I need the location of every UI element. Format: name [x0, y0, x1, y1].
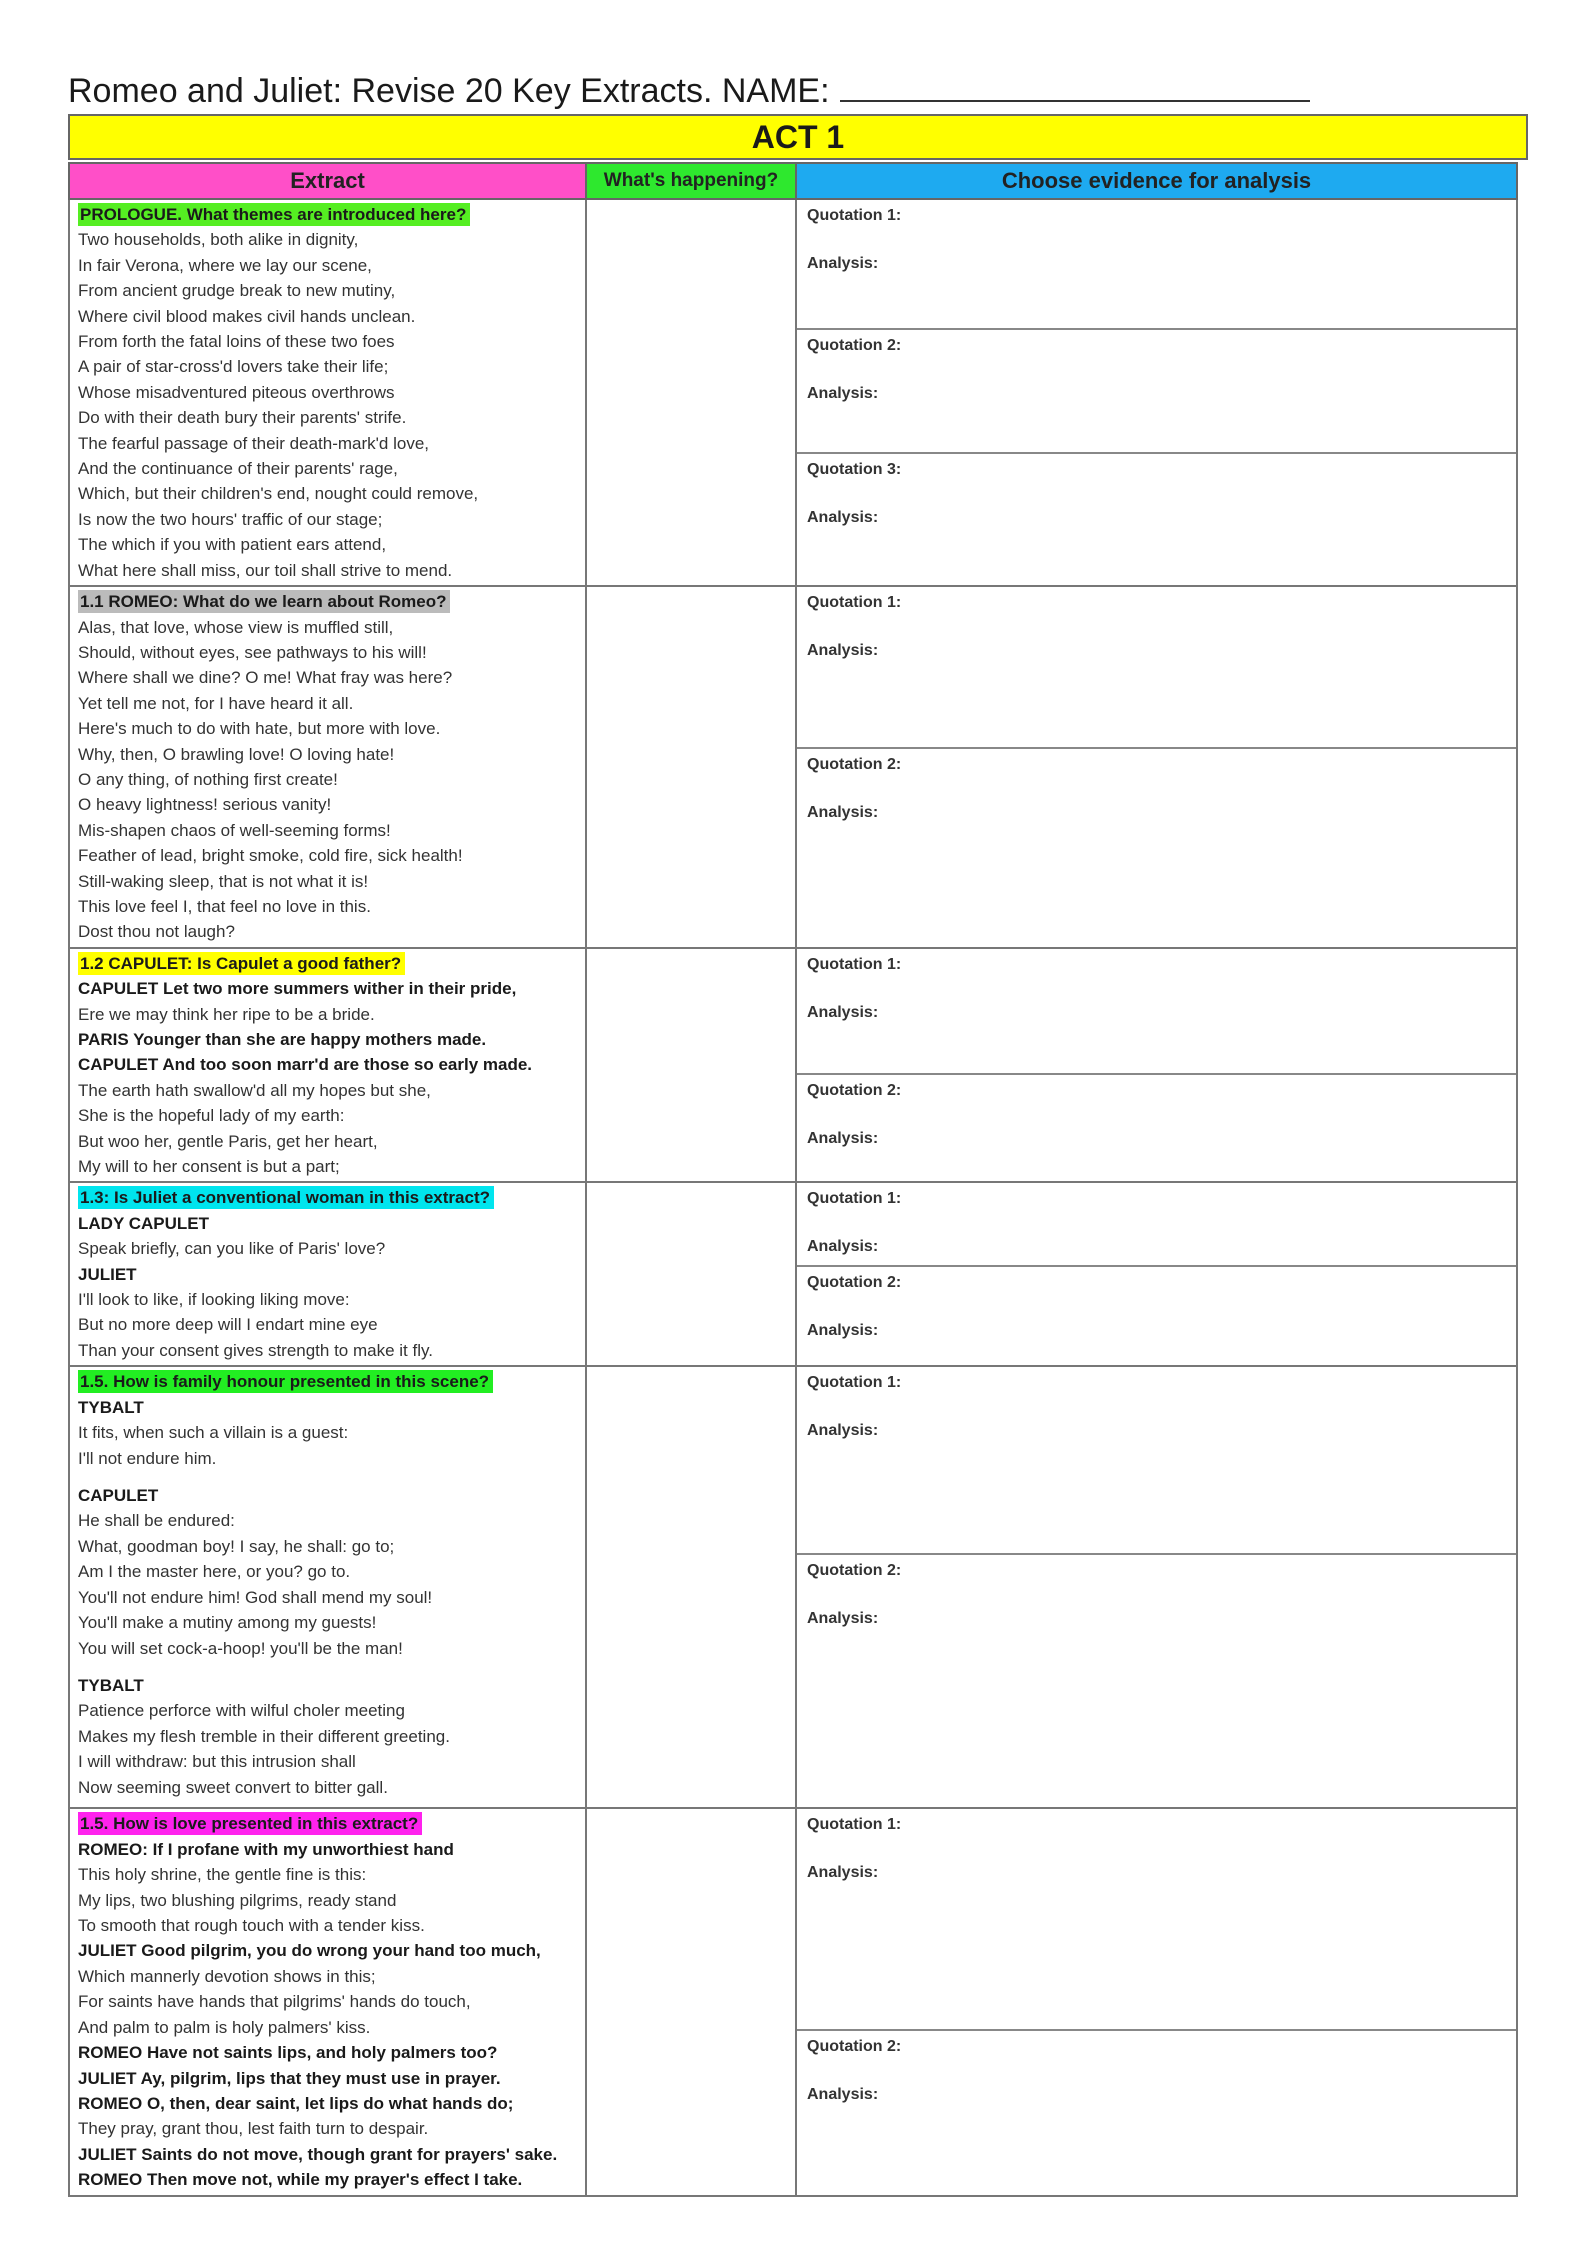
header-row — [69, 163, 1517, 199]
extract-row — [69, 1366, 1517, 1808]
extract-line: Two households, both alike in dignity, — [78, 230, 359, 250]
quotation-box[interactable] — [797, 330, 1516, 454]
extract-row — [69, 1808, 1517, 2195]
extract-line: Which, but their children's end, nought could remove, — [78, 484, 479, 504]
extract-line: The which if you with patient ears attend, — [78, 535, 387, 555]
quotation-label: Quotation 2: — [807, 1562, 902, 1580]
extract-cell — [69, 948, 586, 1183]
extract-line: Makes my flesh tremble in their different greeting. — [78, 1726, 450, 1746]
extract-line: From ancient grudge break to new mutiny, — [78, 281, 396, 301]
extract-line: But woo her, gentle Paris, get her heart, — [78, 1131, 378, 1151]
extract-row — [69, 948, 1517, 1183]
quotation-box[interactable] — [797, 1555, 1516, 1807]
analysis-label: Analysis: — [807, 1238, 879, 1256]
extract-line: This love feel I, that feel no love in this. — [78, 896, 371, 916]
extract-line: Still-waking sleep, that is not what it is! — [78, 871, 369, 891]
extract-line: LADY CAPULET — [78, 1213, 209, 1233]
extract-line: She is the hopeful lady of my earth: — [78, 1106, 345, 1126]
extract-heading: PROLOGUE. What themes are introduced here? — [78, 203, 470, 226]
extract-line: TYBALT — [78, 1397, 144, 1417]
extract-line: CAPULET — [78, 1486, 159, 1506]
happening-cell[interactable] — [586, 1366, 796, 1808]
happening-cell[interactable] — [586, 1182, 796, 1366]
extract-line: Is now the two hours' traffic of our stage; — [78, 509, 383, 529]
extract-line: JULIET Ay, pilgrim, lips that they must use in prayer. — [78, 2068, 501, 2088]
extract-line: Which mannerly devotion shows in this; — [78, 1966, 376, 1986]
extract-line: Do with their death bury their parents' strife. — [78, 408, 407, 428]
name-input-line[interactable] — [840, 66, 1310, 102]
extract-line: And the continuance of their parents' rage, — [78, 459, 398, 479]
extract-row — [69, 199, 1517, 586]
extract-line: Speak briefly, can you like of Paris' love? — [78, 1239, 386, 1259]
extract-column-header: Extract — [69, 163, 586, 199]
quotation-label: Quotation 2: — [807, 1274, 902, 1292]
extract-line: Ere we may think her ripe to be a bride. — [78, 1004, 375, 1024]
extract-cell — [69, 1366, 586, 1808]
extract-line: A pair of star-cross'd lovers take their life; — [78, 357, 389, 377]
extract-line: Mis-shapen chaos of well-seeming forms! — [78, 820, 391, 840]
quotation-box[interactable] — [797, 1367, 1516, 1555]
analysis-label: Analysis: — [807, 1864, 879, 1882]
analysis-label: Analysis: — [807, 642, 879, 660]
extract-line: JULIET — [78, 1264, 137, 1284]
happening-cell[interactable] — [586, 586, 796, 948]
evidence-cell — [796, 199, 1517, 586]
analysis-label: Analysis: — [807, 1322, 879, 1340]
extract-line: ROMEO O, then, dear saint, let lips do what hands do; — [78, 2093, 514, 2113]
quotation-box[interactable] — [797, 1183, 1516, 1267]
extract-line: This holy shrine, the gentle fine is this: — [78, 1865, 367, 1885]
quotation-label: Quotation 2: — [807, 337, 902, 354]
evidence-cell — [796, 1182, 1517, 1366]
happening-column-header: What's happening? — [586, 163, 796, 199]
quotation-box[interactable] — [797, 200, 1516, 330]
extract-heading: 1.1 ROMEO: What do we learn about Romeo? — [78, 590, 450, 613]
analysis-label: Analysis: — [807, 255, 879, 272]
extract-line: Here's much to do with hate, but more with love. — [78, 719, 441, 739]
extract-line: TYBALT — [78, 1675, 144, 1695]
extract-line: In fair Verona, where we lay our scene, — [78, 255, 372, 275]
analysis-label: Analysis: — [807, 1003, 879, 1021]
quotation-box[interactable] — [797, 1075, 1516, 1179]
quotation-box[interactable] — [797, 949, 1516, 1075]
extract-line: Patience perforce with wilful choler meeting — [78, 1701, 405, 1721]
extract-line: Why, then, O brawling love! O loving hate! — [78, 744, 395, 764]
extract-line: What here shall miss, our toil shall strive to mend. — [78, 560, 453, 580]
quotation-box[interactable] — [797, 587, 1516, 749]
extract-line: I'll look to like, if looking liking move: — [78, 1290, 350, 1310]
happening-cell[interactable] — [586, 199, 796, 586]
extract-line: You'll not endure him! God shall mend my soul! — [78, 1587, 433, 1607]
analysis-label: Analysis: — [807, 385, 879, 402]
quotation-label: Quotation 2: — [807, 1081, 902, 1099]
extract-line: For saints have hands that pilgrims' hands do touch, — [78, 1992, 471, 2012]
quotation-label: Quotation 3: — [807, 461, 902, 478]
extract-line: You will set cock-a-hoop! you'll be the man! — [78, 1638, 403, 1658]
extract-line: But no more deep will I endart mine eye — [78, 1315, 378, 1335]
extract-line: Where civil blood makes civil hands unclean. — [78, 306, 416, 326]
quotation-label: Quotation 1: — [807, 955, 902, 973]
extract-line: ROMEO Have not saints lips, and holy palmers too? — [78, 2043, 498, 2063]
evidence-cell — [796, 1808, 1517, 2195]
extract-line: It fits, when such a villain is a guest: — [78, 1423, 349, 1443]
quotation-box[interactable] — [797, 749, 1516, 944]
extract-line: Whose misadventured piteous overthrows — [78, 382, 395, 402]
extract-line: CAPULET Let two more summers wither in their pride, — [78, 979, 517, 999]
extract-line: Yet tell me not, for I have heard it all. — [78, 693, 354, 713]
happening-cell[interactable] — [586, 1808, 796, 2195]
extract-line: You'll make a mutiny among my guests! — [78, 1613, 377, 1633]
analysis-label: Analysis: — [807, 804, 879, 822]
evidence-cell — [796, 586, 1517, 948]
quotation-label: Quotation 1: — [807, 1190, 902, 1208]
quotation-box[interactable] — [797, 1809, 1516, 2031]
evidence-column-header: Choose evidence for analysis — [796, 163, 1517, 199]
extract-line: ROMEO: If I profane with my unworthiest hand — [78, 1839, 454, 1859]
quotation-label: Quotation 1: — [807, 594, 902, 612]
evidence-cell — [796, 948, 1517, 1183]
extract-line: The fearful passage of their death-mark'd love, — [78, 433, 429, 453]
act-banner: ACT 1 — [68, 114, 1528, 160]
extract-row — [69, 1182, 1517, 1366]
extract-line: Feather of lead, bright smoke, cold fire, sick health! — [78, 846, 463, 866]
extract-line: My lips, two blushing pilgrims, ready stand — [78, 1890, 397, 1910]
extract-line: Now seeming sweet convert to bitter gall. — [78, 1777, 388, 1797]
extract-cell — [69, 1182, 586, 1366]
analysis-label: Analysis: — [807, 509, 879, 526]
extract-line: The earth hath swallow'd all my hopes but she, — [78, 1080, 431, 1100]
quotation-label: Quotation 2: — [807, 756, 902, 774]
extract-cell — [69, 1808, 586, 2195]
extract-line: To smooth that rough touch with a tender kiss. — [78, 1916, 425, 1936]
extract-line: Dost thou not laugh? — [78, 922, 235, 942]
extract-line: Than your consent gives strength to make it fly. — [78, 1340, 433, 1360]
extract-line: Should, without eyes, see pathways to his will! — [78, 642, 427, 662]
extract-line: Alas, that love, whose view is muffled still, — [78, 617, 394, 637]
analysis-label: Analysis: — [807, 1129, 879, 1147]
extract-line: ROMEO Then move not, while my prayer's effect I take. — [78, 2170, 523, 2190]
quotation-box[interactable] — [797, 1267, 1516, 1365]
extract-line: They pray, grant thou, lest faith turn to despair. — [78, 2119, 429, 2139]
evidence-cell — [796, 1366, 1517, 1808]
analysis-label: Analysis: — [807, 1422, 879, 1440]
extract-row — [69, 586, 1517, 948]
extract-line: My will to her consent is but a part; — [78, 1157, 340, 1177]
extract-line: I will withdraw: but this intrusion shall — [78, 1752, 356, 1772]
extract-line: O heavy lightness! serious vanity! — [78, 795, 332, 815]
extract-cell — [69, 586, 586, 948]
extracts-table — [68, 162, 1518, 2197]
extract-heading: 1.3: Is Juliet a conventional woman in this extract? — [78, 1186, 494, 1209]
quotation-label: Quotation 1: — [807, 207, 902, 224]
extract-heading: 1.2 CAPULET: Is Capulet a good father? — [78, 952, 405, 975]
extract-line: JULIET Saints do not move, though grant for prayers' sake. — [78, 2144, 558, 2164]
quotation-box[interactable] — [797, 2031, 1516, 2189]
quotation-box[interactable] — [797, 454, 1516, 578]
extract-line: From forth the fatal loins of these two foes — [78, 332, 395, 352]
extract-line: JULIET Good pilgrim, you do wrong your hand too much, — [78, 1941, 541, 1961]
quotation-label: Quotation 1: — [807, 1816, 902, 1834]
analysis-label: Analysis: — [807, 2086, 879, 2104]
extract-line: O any thing, of nothing first create! — [78, 769, 338, 789]
extract-cell — [69, 199, 586, 586]
extract-line: What, goodman boy! I say, he shall: go to; — [78, 1536, 395, 1556]
quotation-label: Quotation 2: — [807, 2038, 902, 2056]
extract-line: Am I the master here, or you? go to. — [78, 1562, 351, 1582]
extract-line: PARIS Younger than she are happy mothers made. — [78, 1030, 487, 1049]
analysis-label: Analysis: — [807, 1610, 879, 1628]
extract-line: I'll not endure him. — [78, 1448, 217, 1468]
line-gap — [78, 1471, 579, 1483]
quotation-label: Quotation 1: — [807, 1374, 902, 1392]
extract-heading: 1.5. How is family honour presented in this scene? — [78, 1370, 493, 1393]
extract-line: And palm to palm is holy palmers' kiss. — [78, 2017, 371, 2037]
extract-line: CAPULET And too soon marr'd are those so early made. — [78, 1055, 533, 1075]
extract-line: He shall be endured: — [78, 1511, 235, 1531]
line-gap — [78, 1661, 579, 1673]
title-text: Romeo and Juliet: Revise 20 Key Extracts. NAME: — [68, 72, 830, 110]
extract-line: Where shall we dine? O me! What fray was here? — [78, 668, 453, 688]
happening-cell[interactable] — [586, 948, 796, 1183]
extract-heading: 1.5. How is love presented in this extract? — [78, 1812, 422, 1835]
page-title — [68, 66, 1310, 114]
